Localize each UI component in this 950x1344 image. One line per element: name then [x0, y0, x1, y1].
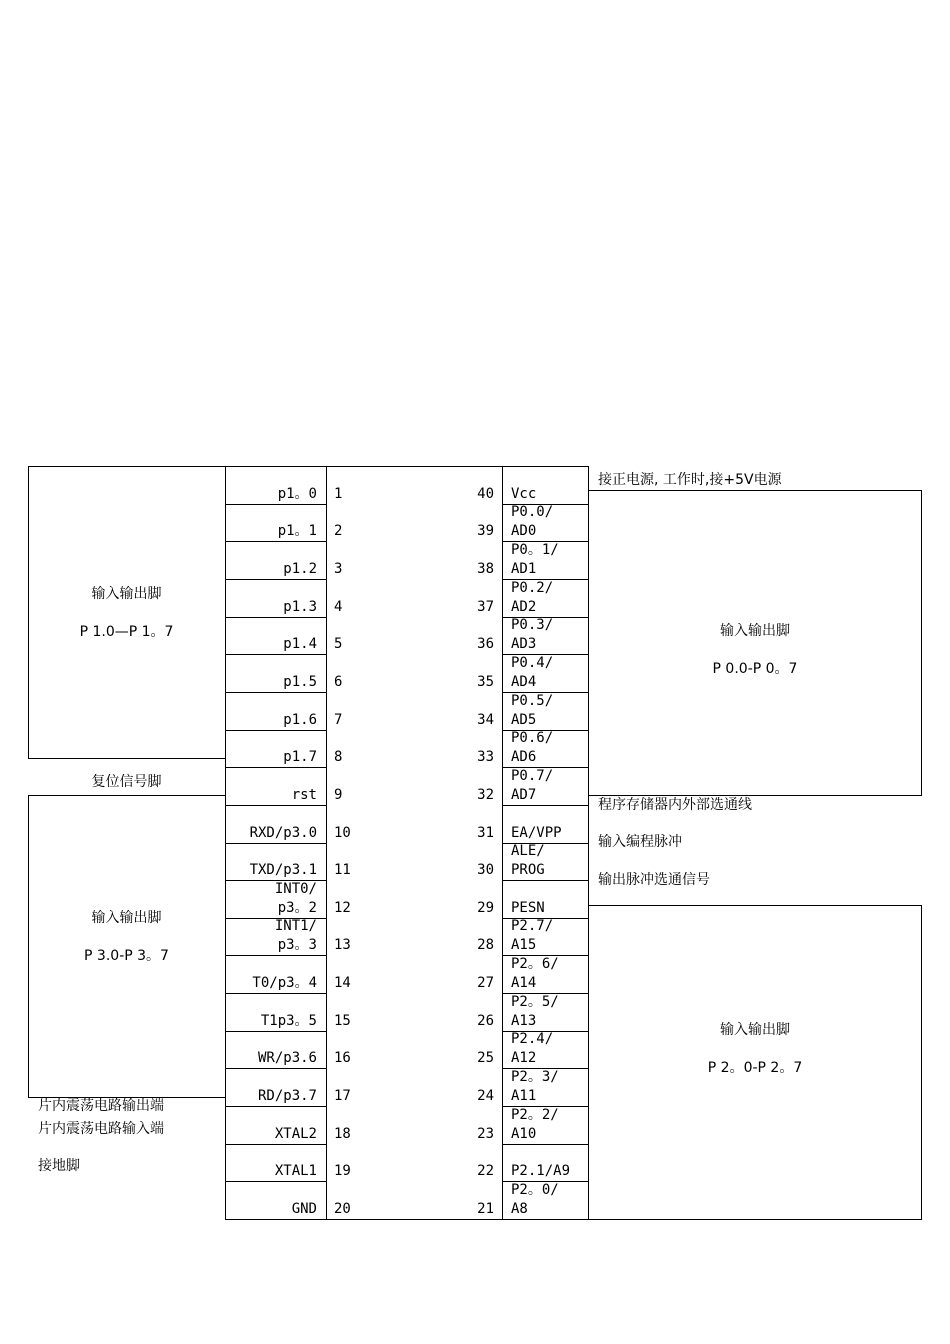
port1-box-top [28, 466, 226, 467]
left-pin-number: 3 [334, 560, 343, 577]
right-pin-label: P0。1/ [511, 541, 559, 558]
port1-box-left [28, 466, 29, 759]
right-pin-number: 25 [477, 1050, 494, 1067]
right-pin-number: 39 [477, 523, 494, 540]
left-row-line [225, 504, 327, 505]
port2-range: P 2。0-P 2。7 [707, 1060, 803, 1076]
right-pin-label: P0.7/ [511, 767, 554, 784]
left-pin-number: 18 [334, 1125, 351, 1142]
left-pin-number: 20 [334, 1201, 351, 1217]
right-pin-number: 23 [477, 1125, 494, 1142]
right-pin-label: ALE/ [511, 843, 545, 860]
left-pin-number: 1 [334, 485, 343, 502]
right-pin-number: 22 [477, 1163, 494, 1180]
left-row-line [225, 617, 327, 618]
left-pin-number: 15 [334, 1012, 351, 1029]
left-row-line [225, 730, 327, 731]
right-pin-number: 32 [477, 786, 494, 803]
right-pin-label: PESN [511, 899, 545, 916]
port0-box-bottom [588, 795, 922, 796]
left-pin-label: INT1/ [274, 918, 317, 935]
right-pin-label: Vcc [511, 485, 537, 502]
port2-box-bottom [588, 1219, 922, 1220]
left-pin-label: INT0/ [274, 880, 317, 897]
left-row-line [225, 1144, 327, 1145]
right-pin-number: 29 [477, 899, 494, 916]
left-pin-number: 14 [334, 975, 351, 992]
right-pin-label: P2.7/ [511, 918, 554, 935]
left-pin-label: p1。1 [277, 523, 317, 540]
right-pin-label: EA/VPP [511, 824, 562, 841]
reset-note: 复位信号脚 [91, 774, 162, 790]
vcc-note: 接正电源, 工作时,接+5V电源 [598, 472, 782, 488]
port3-box-left [28, 795, 29, 1097]
port2-title: 输入输出脚 [720, 1022, 790, 1038]
right-pin-number: 30 [477, 862, 494, 879]
right-pin-label: P0.6/ [511, 730, 554, 747]
chip-top-edge [326, 466, 503, 467]
left-row-line [225, 993, 327, 994]
right-pin-number: 37 [477, 598, 494, 615]
port3-range: P 3.0-P 3。7 [84, 948, 169, 964]
right-pin-label: A12 [511, 1050, 537, 1067]
left-pin-label: rst [291, 786, 317, 803]
left-pin-label: T1p3。5 [260, 1012, 317, 1029]
left-pin-number: 10 [334, 824, 351, 841]
left-pin-label: p3。3 [277, 937, 317, 954]
right-pin-number: 38 [477, 560, 494, 577]
right-pin-label: A15 [511, 937, 537, 954]
right-pin-number: 35 [477, 673, 494, 690]
left-pin-number: 6 [334, 673, 343, 690]
right-pin-number: 28 [477, 937, 494, 954]
port1-title: 输入输出脚 [91, 586, 162, 602]
left-pin-label: RD/p3.7 [257, 1088, 317, 1105]
right-pin-label: AD0 [511, 523, 537, 540]
left-pin-label: XTAL1 [274, 1163, 317, 1180]
left-pin-number: 4 [334, 598, 343, 615]
left-row-line [225, 692, 327, 693]
left-row-line [225, 1106, 327, 1107]
left-row-line [225, 843, 327, 844]
left-pin-number: 12 [334, 899, 351, 916]
left-pin-label: p1.7 [283, 749, 317, 766]
left-pin-label: T0/p3。4 [252, 975, 317, 992]
right-pin-label: AD1 [511, 560, 537, 577]
right-pin-label: AD4 [511, 673, 537, 690]
right-pin-label: AD2 [511, 598, 537, 615]
right-pin-number: 34 [477, 711, 494, 728]
xtal-out-note: 片内震荡电路输出端 [38, 1098, 164, 1114]
left-pin-label: RXD/p3.0 [249, 824, 317, 841]
port3-title: 输入输出脚 [91, 910, 162, 926]
left-pin-number: 7 [334, 711, 343, 728]
right-pin-number: 33 [477, 749, 494, 766]
left-pin-number: 11 [334, 862, 351, 879]
right-row-line [502, 1144, 589, 1145]
right-pin-number: 31 [477, 824, 494, 841]
ea-note: 程序存储器内外部选通线 [598, 797, 752, 813]
left-pin-label: WR/p3.6 [257, 1050, 317, 1067]
left-pin-number: 17 [334, 1088, 351, 1105]
ground-note: 接地脚 [38, 1158, 80, 1174]
left-pin-number: 13 [334, 937, 351, 954]
left-row-line [225, 767, 327, 768]
port2-box-top [588, 905, 922, 906]
left-pin-label: GND [291, 1201, 317, 1217]
right-pin-label: P0.5/ [511, 692, 554, 709]
left-pin-number: 2 [334, 523, 343, 540]
right-pin-label: AD5 [511, 711, 537, 728]
right-pin-label: A13 [511, 1012, 537, 1029]
right-pin-label: P2。0/ [511, 1182, 559, 1198]
right-pin-number: 36 [477, 636, 494, 653]
left-row-line [225, 1219, 327, 1220]
right-pin-label: A14 [511, 975, 537, 992]
right-pin-label: AD6 [511, 749, 537, 766]
right-row-line [502, 805, 589, 806]
left-row-line [225, 1068, 327, 1069]
left-row-line [225, 466, 327, 467]
left-row-line [225, 955, 327, 956]
right-pin-number: 27 [477, 975, 494, 992]
left-row-line [225, 1181, 327, 1182]
right-pin-label: P2。6/ [511, 956, 559, 973]
right-pin-number: 21 [477, 1201, 494, 1217]
left-pin-label: p1.4 [283, 636, 317, 653]
left-pin-label: XTAL2 [274, 1125, 317, 1142]
left-pin-label: p1.6 [283, 711, 317, 728]
port1-range: P 1.0—P 1。7 [79, 624, 174, 640]
left-row-line [225, 579, 327, 580]
right-pin-label: P0.2/ [511, 579, 554, 596]
right-pin-label: A10 [511, 1125, 537, 1142]
right-pin-label: AD3 [511, 636, 537, 653]
chip-bottom-edge [326, 1219, 503, 1220]
right-row-line [502, 1219, 589, 1220]
port0-box-top [588, 490, 922, 491]
left-pin-label: p3。2 [277, 899, 317, 916]
right-pin-label: A8 [511, 1201, 528, 1217]
right-pin-label: PROG [511, 862, 545, 879]
right-row-line [502, 880, 589, 881]
right-pin-number: 26 [477, 1012, 494, 1029]
right-pin-number: 24 [477, 1088, 494, 1105]
right-pin-label: P2。3/ [511, 1069, 559, 1086]
left-pin-number: 8 [334, 749, 343, 766]
right-pin-label: AD7 [511, 786, 537, 803]
left-pin-label: p1.5 [283, 673, 317, 690]
left-pin-number: 5 [334, 636, 343, 653]
psen-note: 输出脉冲选通信号 [598, 872, 710, 888]
right-row-line [502, 466, 589, 467]
right-pin-label: P2。5/ [511, 993, 559, 1010]
right-pin-label: P2。2/ [511, 1106, 559, 1123]
left-pin-label: p1。0 [277, 485, 317, 502]
right-pin-label: P0.4/ [511, 654, 554, 671]
left-pin-number: 19 [334, 1163, 351, 1180]
right-pin-number: 40 [477, 485, 494, 502]
right-pin-label: P2.1/A9 [511, 1163, 571, 1180]
port0-range: P 0.0-P 0。7 [712, 661, 798, 677]
port0-title: 输入输出脚 [720, 623, 790, 639]
port2-box-right [921, 905, 922, 1220]
left-row-line [225, 541, 327, 542]
left-pin-label: p1.3 [283, 598, 317, 615]
left-pin-label: p1.2 [283, 560, 317, 577]
port1-box-bottom [28, 758, 226, 759]
left-pin-number: 9 [334, 786, 343, 803]
right-pin-label: P0.0/ [511, 504, 554, 521]
xtal-in-note: 片内震荡电路输入端 [38, 1121, 164, 1137]
ale-note: 输入编程脉冲 [598, 834, 682, 850]
left-row-line [225, 1031, 327, 1032]
port0-box-right [921, 490, 922, 796]
left-row-line [225, 654, 327, 655]
left-row-line [225, 805, 327, 806]
left-pin-number: 16 [334, 1050, 351, 1067]
port3-box-top [28, 795, 226, 796]
right-pin-label: A11 [511, 1088, 537, 1105]
left-pin-label: TXD/p3.1 [249, 862, 317, 879]
right-pin-label: P2.4/ [511, 1031, 554, 1048]
right-pin-label: P0.3/ [511, 617, 554, 634]
